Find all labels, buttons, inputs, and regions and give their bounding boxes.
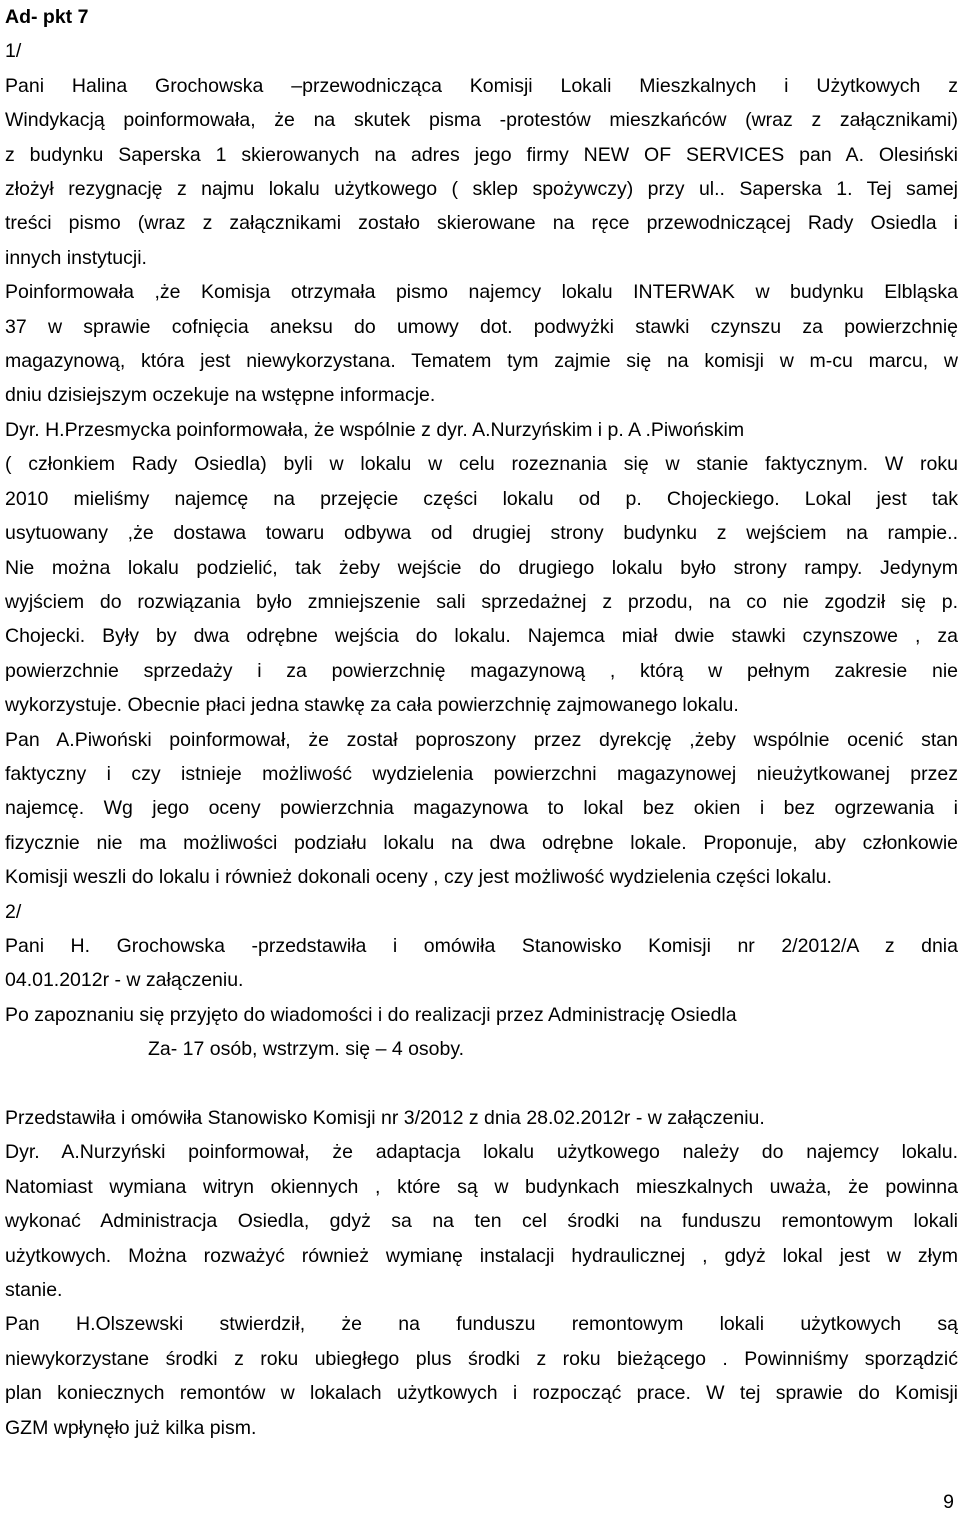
text-line: z budynku Saperska 1 skierowanych na adres jego firmy NEW OF SERVICES pan A. Olesiński xyxy=(5,143,958,166)
text-line: plan koniecznych remontów w lokalach użytkowych i rozpocząć prace. W tej sprawie do Komisji xyxy=(5,1382,958,1405)
text-line: Komisji weszli do lokalu i również dokonali oceny , czy jest możliwość wydzielenia części lokalu. xyxy=(5,866,832,889)
text-line: Nie można lokalu podzielić, tak żeby wejście do drugiego lokalu było strony rampy. Jedynym xyxy=(5,556,958,579)
text-line: dniu dzisiejszym oczekuje na wstępne informacje. xyxy=(5,384,436,407)
text-line: Dyr. H.Przesmycka poinformowała, że wspólnie z dyr. A.Nurzyńskim i p. A .Piwońskim xyxy=(5,418,745,441)
paragraph-interwak xyxy=(5,275,958,413)
document-page xyxy=(5,0,958,1445)
text-line: magazynową, która jest niewykorzystana. Tematem tym zajmie się na komisji w m-cu marcu, w xyxy=(5,350,958,373)
section-heading: Ad- pkt 7 xyxy=(5,6,89,28)
text-line: faktyczny i czy istnieje możliwość wydzielenia powierzchni magazynowej nieużytkowanej przez xyxy=(5,762,958,785)
text-line: Po zapoznaniu się przyjęto do wiadomości i do realizacji przez Administrację Osiedla xyxy=(5,1003,737,1026)
text-line: Poinformowała ,że Komisja otrzymała pismo najemcy lokalu INTERWAK w budynku Elbląska xyxy=(5,281,958,304)
text-line: niewykorzystane środki z roku ubiegłego plus środki z roku bieżącego . Powinniśmy sporządzić xyxy=(5,1347,958,1370)
text-line: wykorzystuje. Obecnie płaci jedna stawkę za cała powierzchnię zajmowanego lokalu. xyxy=(5,694,739,717)
text-line: Natomiast wymiana witryn okiennych , które są w budynkach mieszkalnych uważa, że powinna xyxy=(5,1175,958,1198)
text-line: Chojecki. Były by dwa odrębne wejścia do lokalu. Najemca miał dwie stawki czynszowe , za xyxy=(5,625,958,648)
text-line: użytkowych. Można rozważyć również wymianę instalacji hydraulicznej , gdyż lokal jest w złym xyxy=(5,1244,958,1267)
paragraph-nurzynski xyxy=(5,1135,958,1307)
text-line: Pani H. Grochowska -przedstawiła i omówiła Stanowisko Komisji nr 2/2012/A z dnia xyxy=(5,934,958,957)
vote-result: Za- 17 osób, wstrzym. się – 4 osoby. xyxy=(148,1038,465,1061)
page-number: 9 xyxy=(943,1491,954,1513)
paragraph-stanowisko-2 xyxy=(5,929,958,998)
text-line: innych instytucji. xyxy=(5,246,147,269)
text-line: wyjściem do rozwiązania było zmniejszenie sali sprzedażnej z przodu, na co nie zgodził się p. xyxy=(5,590,958,613)
text-line: powierzchnie sprzedaży i za powierzchnię magazynową , którą w pełnym zakresie nie xyxy=(5,659,958,682)
text-line: treści pismo (wraz z załącznikami zostało skierowane na ręce przewodniczącej Rady Osiedla i xyxy=(5,212,958,235)
paragraph-resignation xyxy=(5,69,958,275)
text-line: złożył rezygnację z najmu lokalu użytkowego ( sklep spożywczy) przy ul.. Saperska 1. Tej samej xyxy=(5,178,958,201)
text-line: GZM wpłynęło już kilka pism. xyxy=(5,1416,257,1439)
text-line: 37 w sprawie cofnięcia aneksu do umowy dot. podwyżki stawki czynszu za powierzchnię xyxy=(5,315,958,338)
text-line: wykonać Administracja Osiedla, gdyż sa na ten cel środki na funduszu remontowym lokali xyxy=(5,1210,958,1233)
text-line: Pan H.Olszewski stwierdził, że na funduszu remontowym lokali użytkowych są xyxy=(5,1313,958,1336)
paragraph-piwonski xyxy=(5,723,958,895)
section-1-label: 1/ xyxy=(5,40,22,63)
text-line: stanie. xyxy=(5,1279,63,1302)
text-line: najemcę. Wg jego oceny powierzchnia magazynowa to lokal bez okien i bez ogrzewania i xyxy=(5,797,958,820)
paragraph-olszewski xyxy=(5,1307,958,1445)
text-line: fizycznie nie ma możliwości podziału lokalu na dwa odrębne lokale. Proponuje, aby członkowie xyxy=(5,831,958,854)
section-2-label: 2/ xyxy=(5,900,22,923)
text-line: 2010 mieliśmy najemcę na przejęcie części lokalu od p. Chojeckiego. Lokal jest tak xyxy=(5,487,958,510)
paragraph-przesmycka xyxy=(5,413,958,723)
text-line: Przedstawiła i omówiła Stanowisko Komisji nr 3/2012 z dnia 28.02.2012r - w załączeniu. xyxy=(5,1106,765,1129)
text-line: Dyr. A.Nurzyński poinformował, że adaptacja lokalu użytkowego należy do najemcy lokalu. xyxy=(5,1141,958,1164)
text-line: 04.01.2012r - w załączeniu. xyxy=(5,969,244,992)
text-line: Pani Halina Grochowska –przewodnicząca Komisji Lokali Mieszkalnych i Użytkowych z xyxy=(5,74,958,97)
text-line: usytuowany ,że dostawa towaru odbywa od drugiej strony budynku z wejściem na rampie.. xyxy=(5,522,958,545)
blank-line xyxy=(5,1067,958,1101)
text-line: Windykacją poinformowała, że na skutek pisma -protestów mieszkańców (wraz z załącznikami) xyxy=(5,109,958,132)
text-line: ( członkiem Rady Osiedla) byli w lokalu w celu rozeznania się w stanie faktycznym. W roku xyxy=(5,453,958,476)
text-line: Pan A.Piwoński poinformował, że został poproszony przez dyrekcję ,żeby wspólnie ocenić stan xyxy=(5,728,958,751)
